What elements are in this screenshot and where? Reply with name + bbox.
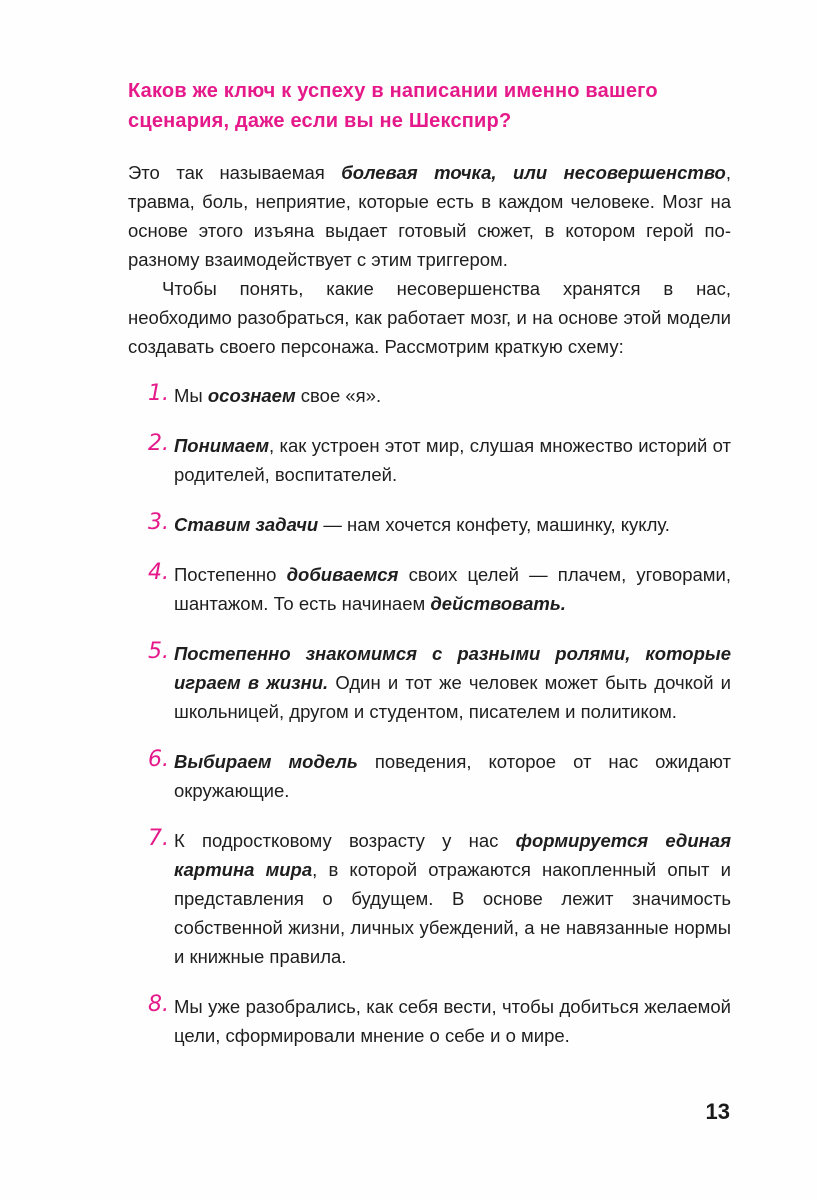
list-item: [128, 639, 731, 726]
step-emphasis: Ставим задачи: [174, 514, 319, 535]
step-text: , в которой отражаются накопленный опыт и представления о будущем. В основе лежит значимость собственной жизни, личных убеждений, а не навязанные нормы и книжные правила.: [174, 859, 731, 967]
step-text: поведения, которое от нас ожидают окружающие.: [174, 751, 731, 801]
step-emphasis: добиваемся: [286, 564, 399, 585]
section-heading: Каков же ключ к успеху в написании именно вашего сценария, даже если вы не Шекспир?: [128, 80, 658, 132]
step-emphasis: осознаем: [207, 385, 296, 406]
step-number: 2.: [148, 431, 169, 456]
list-item: [128, 747, 731, 805]
list-item: [128, 510, 731, 539]
step-text: , как устроен этот мир, слушая множество историй от родителей, воспитателей.: [174, 435, 731, 485]
step-number: 1.: [148, 381, 169, 406]
step-emphasis: действовать.: [430, 593, 566, 614]
step-text: Мы уже разобрались, как себя вести, чтобы добиться желаемой цели, сформировали мнение о себе и о мире.: [174, 996, 731, 1046]
p1-text-a: Это так называемая: [128, 162, 342, 183]
step-emphasis: Постепенно знакомимся с разными ролями, которые играем в жизни.: [174, 643, 731, 693]
step-emphasis: формируется единая картина мира: [174, 830, 731, 880]
step-text: — нам хочется конфету, машинку, куклу.: [318, 514, 670, 535]
step-text: Один и тот же человек может быть дочкой и школьницей, другом и студентом, писателем и политиком.: [174, 672, 732, 722]
p1-text-c: , травма, боль, неприятие, которые есть в каждом человеке. Мозг на основе этого изъяна выдает готовый сюжет, в котором герой по-разному взаимодействует с этим триггером.: [128, 162, 731, 270]
list-item: [128, 560, 731, 618]
paragraph-brain-model: Чтобы понять, какие несовершенства хранятся в нас, необходимо разобраться, как работает мозг, и на основе этой модели создавать своего персонажа. Рассмотрим краткую схему:: [128, 278, 731, 357]
step-text: Постепенно: [174, 564, 287, 585]
step-number: 5.: [148, 639, 169, 664]
step-text: свое «я».: [295, 385, 382, 406]
step-number: 7.: [148, 826, 169, 851]
list-item: [128, 826, 731, 971]
step-text: К подростковому возрасту у нас: [174, 830, 516, 851]
step-number: 8.: [148, 992, 169, 1017]
list-item: [128, 431, 731, 489]
step-text: своих целей — плачем, уговорами, шантажом. То есть начинаем: [174, 564, 731, 614]
page-number: 13: [705, 1099, 730, 1124]
step-emphasis: Понимаем: [174, 435, 270, 456]
step-number: 6.: [148, 747, 169, 772]
list-item: [128, 992, 731, 1050]
page-content: [128, 76, 731, 1071]
step-text: Мы: [174, 385, 208, 406]
step-number: 3.: [148, 510, 169, 535]
paragraph-pain-point: [128, 158, 731, 274]
step-emphasis: Выбираем модель: [174, 751, 358, 772]
step-number: 4.: [148, 560, 169, 585]
p1-emphasis: болевая точка, или несовершенство: [341, 162, 726, 183]
list-item: [128, 381, 731, 410]
steps-list: [128, 381, 731, 1050]
